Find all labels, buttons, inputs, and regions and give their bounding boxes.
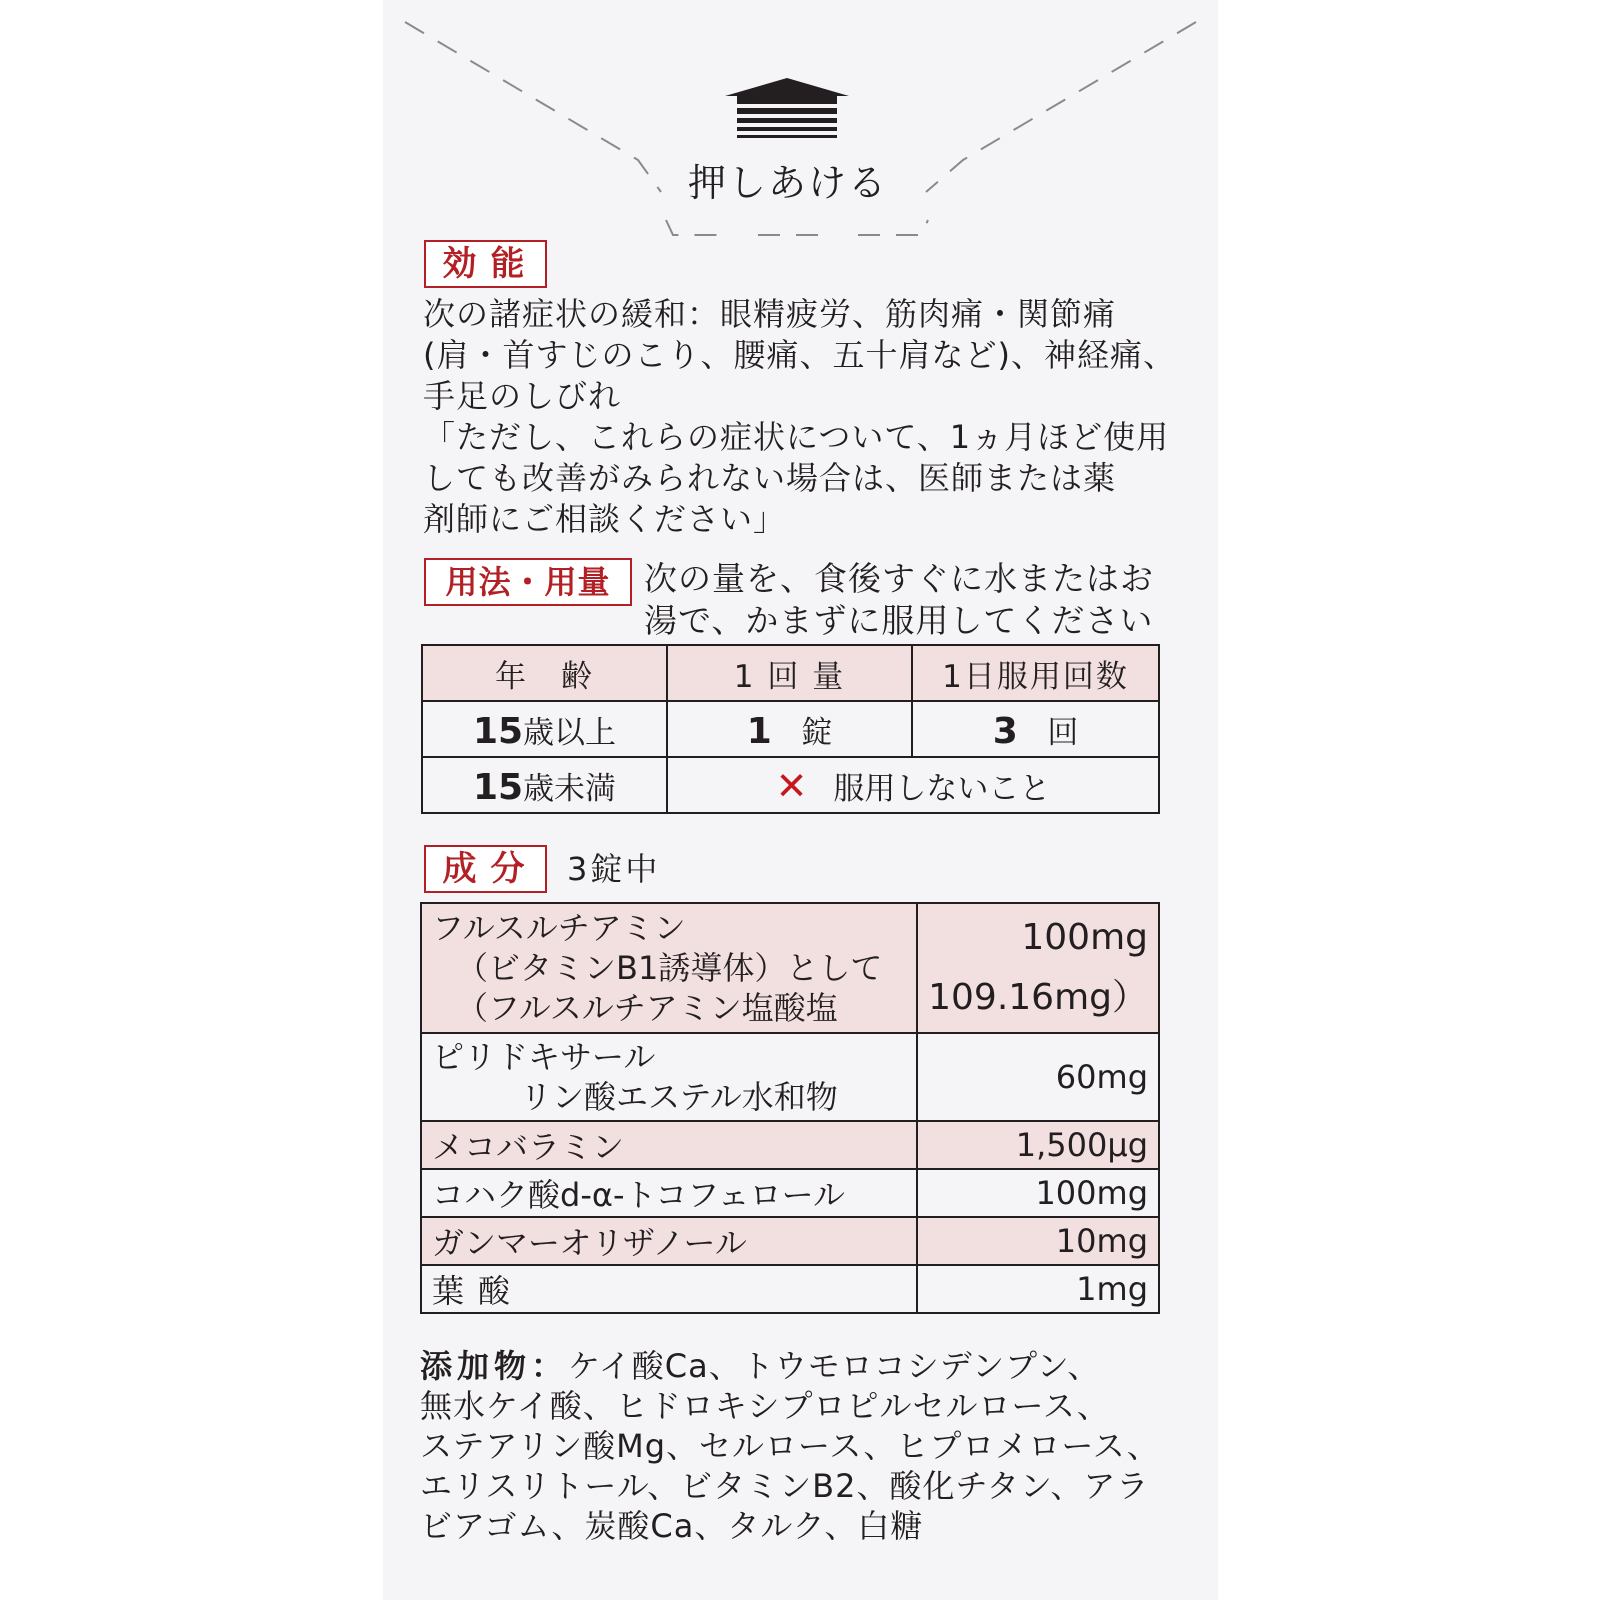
table-row: [421, 1121, 1159, 1169]
ingredient-amount: 10mg: [917, 1217, 1159, 1265]
ingredient-name: 葉酸: [421, 1265, 917, 1313]
additives-line: ステアリン酸Mg、セルロース、ヒプロメロース、: [420, 1427, 1160, 1465]
ingredients-heading: 成分: [424, 845, 547, 893]
ingredients-table: [420, 902, 1160, 1314]
times-cell: [912, 701, 1159, 757]
usage-text: [644, 558, 1154, 642]
table-row: [421, 903, 1159, 1033]
additives-line: エリスリトール、ビタミンB2、酸化チタン、アラ: [420, 1467, 1150, 1505]
usage-line: 湯で、かまずに服用してください: [644, 601, 1154, 640]
table-row: [421, 1169, 1159, 1217]
ingredient-name: コハク酸d-α-トコフェロール: [421, 1169, 917, 1217]
times-unit: 回: [1047, 714, 1079, 751]
up-arrow-icon: [725, 78, 849, 140]
ingredient-amount: 100mg: [917, 1169, 1159, 1217]
ingredient-name: [421, 903, 917, 1033]
efficacy-line: しても改善がみられない場合は、医師または薬: [423, 459, 1117, 497]
table-row: [421, 1265, 1159, 1313]
efficacy-text: [423, 294, 1176, 540]
times-number: 3: [992, 710, 1018, 752]
usage-line: 次の量を、食後すぐに水またはお: [644, 559, 1154, 598]
push-open-label[interactable]: 押しあける: [687, 161, 888, 205]
age-cell: [422, 757, 667, 813]
additives-label: 添加物：: [420, 1347, 569, 1385]
ingredient-amount: 60mg: [917, 1033, 1159, 1121]
not-allowed-cell: [667, 757, 1159, 813]
ingredient-line: ピリドキサール: [432, 1038, 656, 1076]
header-dose: 1 回 量: [667, 645, 912, 701]
cross-icon: ✕: [775, 763, 808, 808]
ingredient-name: メコバラミン: [421, 1121, 917, 1169]
additives-line: ビアゴム、炭酸Ca、タルク、白糖: [420, 1507, 924, 1545]
header-times: 1日服用回数: [912, 645, 1159, 701]
age-text: 歳以上: [523, 714, 617, 751]
amount-line: 109.16mg）: [928, 977, 1148, 1018]
efficacy-line: 「ただし、これらの症状について、1ヵ月ほど使用: [423, 418, 1170, 456]
ingredient-amount: [917, 903, 1159, 1033]
efficacy-line: (肩・首すじのこり、腰痛、五十肩など)、神経痛、: [423, 336, 1176, 374]
dose-cell: [667, 701, 912, 757]
dosage-table: [421, 644, 1160, 814]
efficacy-line: 手足のしびれ: [423, 377, 622, 415]
age-number: 15: [472, 766, 524, 808]
dose-number: 1: [746, 710, 772, 752]
ingredient-line: （ビタミンB1誘導体）として: [456, 949, 883, 987]
header-age: 年 齢: [422, 645, 667, 701]
table-row: [421, 1217, 1159, 1265]
ingredient-name: [421, 1033, 917, 1121]
age-cell: [422, 701, 667, 757]
efficacy-line: 剤師にご相談ください」: [423, 500, 787, 538]
ingredient-amount: 1mg: [917, 1265, 1159, 1313]
additives-line: [420, 1346, 1160, 1386]
efficacy-line: 次の諸症状の緩和：眼精疲労、筋肉痛・関節痛: [423, 295, 1117, 333]
dose-unit: 錠: [801, 714, 833, 751]
additives-line-text: ケイ酸Ca、トウモロコシデンプン、: [568, 1347, 1101, 1385]
usage-heading: 用法・用量: [424, 558, 632, 606]
ingredient-line: フルスルチアミン: [432, 909, 686, 947]
ingredient-line: リン酸エステル水和物: [520, 1078, 838, 1116]
additives-text: [420, 1346, 1160, 1546]
ingredient-line: （フルスルチアミン塩酸塩: [456, 989, 838, 1027]
ingredient-amount: 1,500μg: [917, 1121, 1159, 1169]
per-tablets-label: 3錠中: [567, 850, 661, 888]
table-row: [421, 1033, 1159, 1121]
not-allowed-text: 服用しないこと: [833, 770, 1051, 807]
efficacy-heading: 効能: [424, 240, 547, 288]
table-row: [422, 701, 1159, 757]
amount-line: 100mg: [1021, 917, 1148, 958]
age-text: 歳未満: [523, 770, 617, 807]
table-header-row: [422, 645, 1159, 701]
table-row: [422, 757, 1159, 813]
age-number: 15: [472, 710, 524, 752]
ingredient-name: ガンマーオリザノール: [421, 1217, 917, 1265]
additives-line: 無水ケイ酸、ヒドロキシプロピルセルロース、: [420, 1387, 1110, 1425]
